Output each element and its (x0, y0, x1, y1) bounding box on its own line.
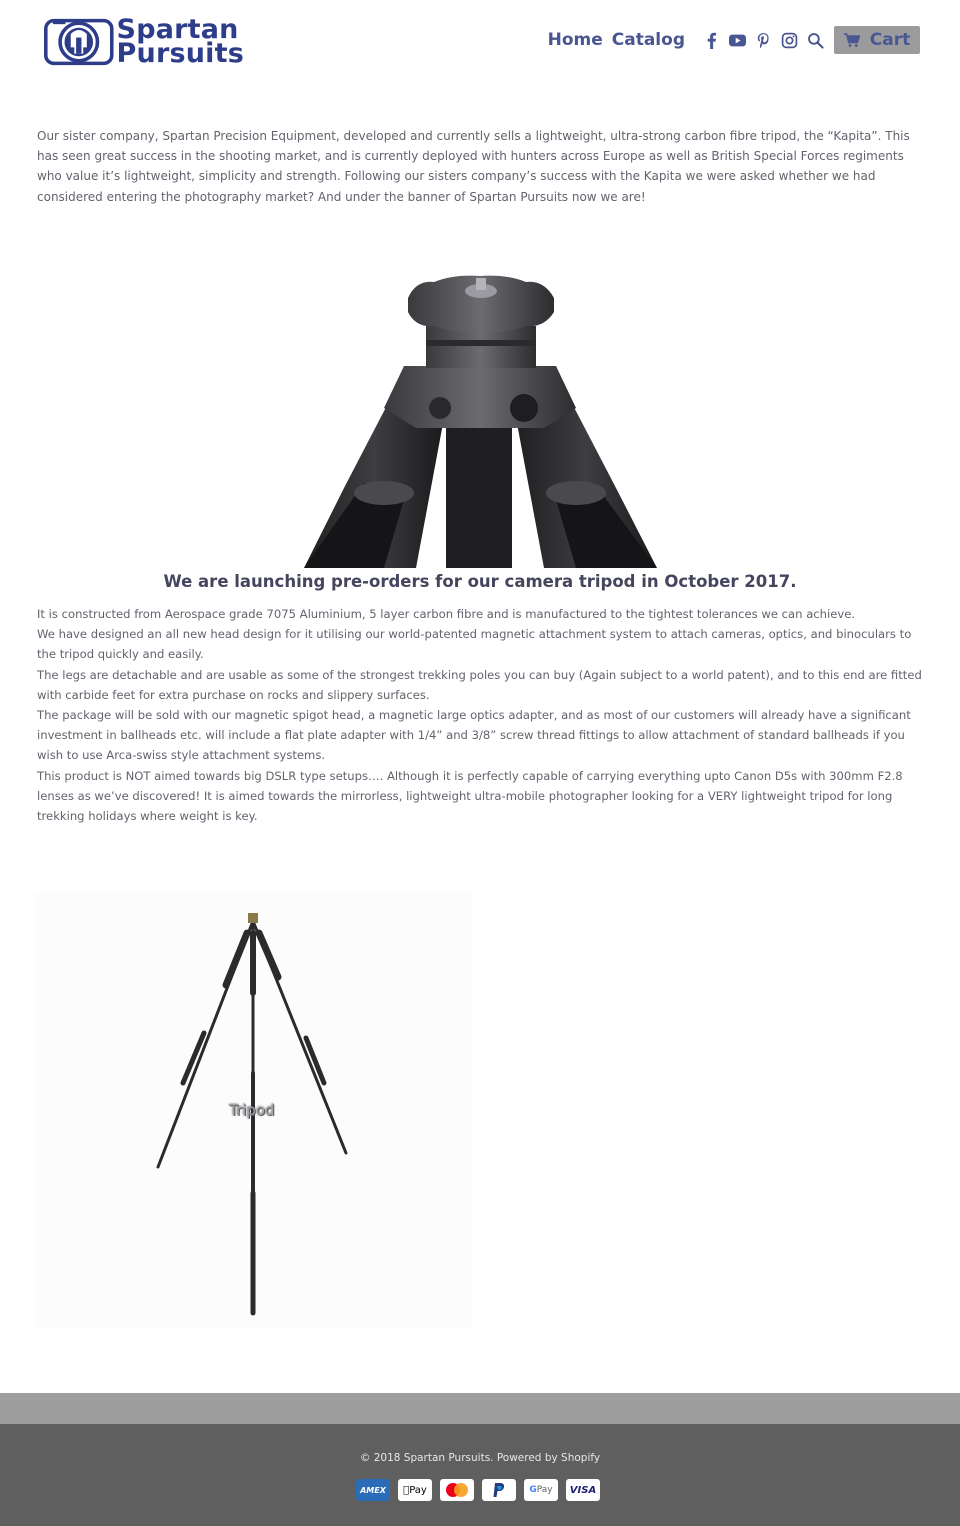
amex-label: AMEX (360, 1485, 386, 1495)
visa-icon (566, 1479, 600, 1501)
footer-band (0, 1393, 960, 1424)
tripod-head-image (304, 268, 657, 568)
brand-line-1: Spartan (116, 14, 239, 45)
paypal-icon (482, 1479, 516, 1501)
site-logo[interactable] (44, 14, 244, 70)
apple-pay-icon (398, 1479, 432, 1501)
description-paragraph: The legs are detachable and are usable as some of the strongest trekking poles you can buy (Again subject to a world patent), and to this end are fitted with carbide feet for extra purchase on rocks and slippery surfaces. (37, 667, 922, 702)
brand-name (116, 14, 244, 69)
description-paragraph: The package will be sold with our magnetic spigot head, a magnetic large optics adapter, and as most of our customers will already have a significant investment in ballheads etc. will include a flat plate adapter with 1/4” and 3/8” screw thread fittings to allow attachment of standard ballheads if you wish to use Arca-swiss style attachment systems. (37, 708, 911, 763)
facebook-icon[interactable] (702, 31, 720, 49)
description-paragraph: This product is NOT aimed towards big DSLR type setups…. Although it is perfectly capable of carrying everything upto Canon D5s with 300mm F2.8 lenses as we’ve discovered! It is aimed towards the mirrorless, lightweight ultra-mobile photographer looking for a VERY lightweight tripod for long trekking holidays where weight is key. (37, 768, 903, 824)
cart-icon (844, 33, 860, 48)
cart-label: Cart (869, 30, 911, 50)
payment-methods (356, 1479, 608, 1501)
google-pay-label: Pay (536, 1485, 553, 1495)
youtube-icon[interactable] (728, 31, 746, 49)
intro-paragraph: Our sister company, Spartan Precision Equipment, developed and currently sells a lightweight, ultra-strong carbon fibre tripod, the “Kapita”. This has seen great success in the shooting market, and is currently deployed with hunters across Europe as well as British Special Forces regiments who value it’s lightweight, simplicity and strength. Following our sisters company’s success with the Kapita we were asked whether we had considered entering the photography market? And under the banner of Spartan Pursuits now we are! (37, 129, 910, 204)
spartan-helmet-logo-icon (44, 15, 114, 69)
copyright-text: © 2018 Spartan Pursuits. Powered by Shopify (359, 1452, 601, 1464)
launch-heading: We are launching pre-orders for our camera tripod in October 2017. (163, 572, 797, 591)
instagram-icon[interactable] (780, 31, 798, 49)
amex-icon (356, 1479, 390, 1501)
visa-label: VISA (569, 1484, 597, 1496)
brand-line-2: Pursuits (116, 38, 244, 69)
site-footer (0, 1424, 960, 1526)
cart-button[interactable] (834, 26, 920, 54)
pinterest-icon[interactable] (754, 31, 772, 49)
main-nav (548, 26, 920, 54)
search-icon[interactable] (806, 31, 824, 49)
description-paragraph: It is constructed from Aerospace grade 7075 Aluminium, 5 layer carbon fibre and is manufactured to the tightest tolerances we can achieve. (37, 607, 856, 621)
tripod-caption: Tripod (229, 1101, 275, 1119)
apple-pay-label: Pay (406, 1484, 424, 1496)
tripod-full-image (36, 893, 472, 1328)
site-header (0, 0, 960, 84)
nav-catalog[interactable]: Catalog (611, 30, 685, 50)
google-logo-icon: G (529, 1485, 537, 1495)
nav-home[interactable]: Home (547, 30, 603, 50)
google-pay-icon (524, 1479, 558, 1501)
description-paragraph: We have designed an all new head design for it utilising our world-patented magnetic attachment system to attach cameras, optics, and binoculars to the tripod quickly and easily. (37, 627, 912, 662)
mastercard-icon (440, 1479, 474, 1501)
product-description (37, 604, 927, 826)
